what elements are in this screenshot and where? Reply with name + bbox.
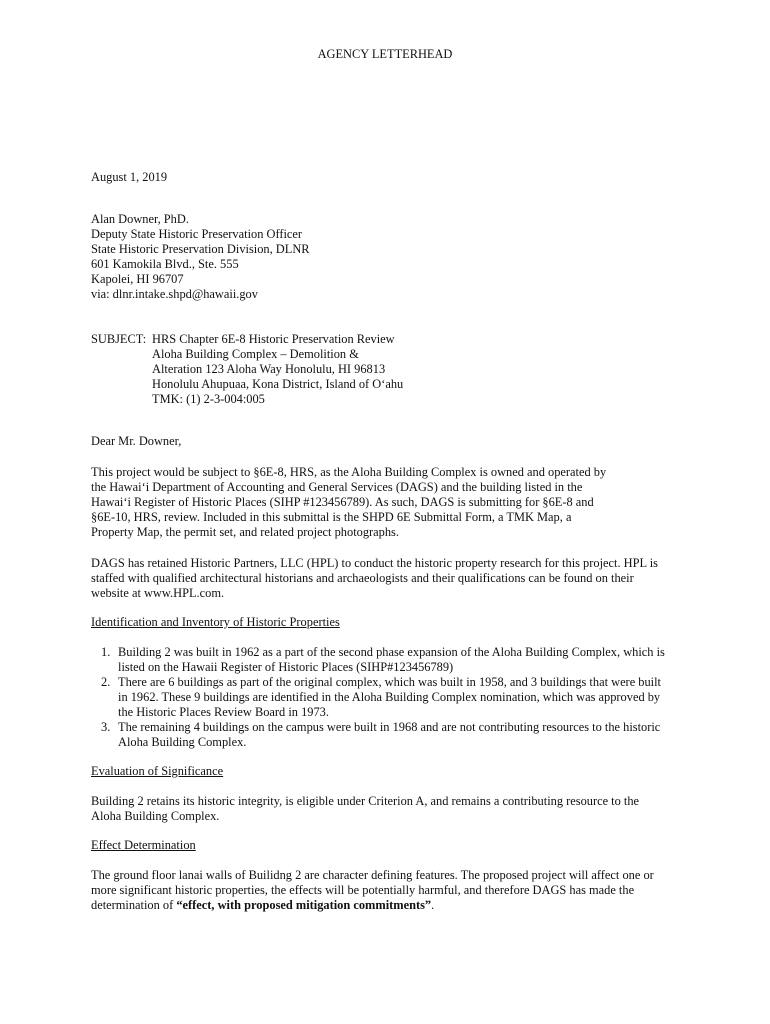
list-number: 1. bbox=[101, 645, 111, 659]
heading-evaluation: Evaluation of Significance bbox=[91, 764, 224, 778]
determination-bold: “effect, with proposed mitigation commitments” bbox=[176, 898, 432, 912]
list-line: the Historic Places Review Board in 1973. bbox=[118, 705, 329, 719]
paragraph-line: Property Map, the permit set, and related project photographs. bbox=[91, 525, 399, 539]
letter-date: August 1, 2019 bbox=[91, 170, 168, 184]
salutation: Dear Mr. Downer, bbox=[91, 434, 182, 448]
paragraph-line: This project would be subject to §6E-8, HRS, as the Aloha Building Complex is owned and operated by bbox=[91, 465, 607, 479]
list-item bbox=[91, 720, 691, 750]
subject-label: SUBJECT: bbox=[91, 332, 147, 346]
heading-identification: Identification and Inventory of Historic Properties bbox=[91, 615, 340, 629]
recipient-street: 601 Kamokila Blvd., Ste. 555 bbox=[91, 257, 239, 271]
paragraph-project-subject bbox=[91, 465, 691, 540]
paragraph-line: Aloha Building Complex. bbox=[91, 809, 220, 823]
paragraph-line: website at www.HPL.com. bbox=[91, 586, 225, 600]
paragraph-line-determination bbox=[91, 898, 691, 913]
recipient-city: Kapolei, HI 96707 bbox=[91, 272, 184, 286]
subject-block bbox=[91, 332, 691, 407]
paragraph-evaluation bbox=[91, 794, 691, 824]
heading-effect: Effect Determination bbox=[91, 838, 196, 852]
subject-line-2: Aloha Building Complex – Demolition & bbox=[152, 347, 359, 361]
subject-line-1: HRS Chapter 6E-8 Historic Preservation Review bbox=[152, 332, 395, 346]
paragraph-line: the Hawai‘i Department of Accounting and General Services (DAGS) and the building listed in the bbox=[91, 480, 583, 494]
list-line: There are 6 buildings as part of the original complex, which was built in 1958, and 3 buildings that were built bbox=[118, 675, 662, 689]
recipient-email: via: dlnr.intake.shpd@hawaii.gov bbox=[91, 287, 258, 301]
list-line: Aloha Building Complex. bbox=[118, 735, 247, 749]
list-line: listed on the Hawaii Register of Historic Places (SIHP#123456789) bbox=[118, 660, 454, 674]
recipient-name: Alan Downer, PhD. bbox=[91, 212, 189, 226]
subject-line-5: TMK: (1) 2-3-004:005 bbox=[152, 392, 265, 406]
paragraph-line: DAGS has retained Historic Partners, LLC (HPL) to conduct the historic property research for this project. HPL is bbox=[91, 556, 658, 570]
list-line: The remaining 4 buildings on the campus were built in 1968 and are not contributing resources to the historic bbox=[118, 720, 661, 734]
determination-suffix: . bbox=[431, 898, 435, 912]
recipient-address-block bbox=[91, 212, 691, 302]
recipient-title: Deputy State Historic Preservation Officer bbox=[91, 227, 303, 241]
paragraph-effect bbox=[91, 868, 691, 913]
subject-line-3: Alteration 123 Aloha Way Honolulu, HI 96813 bbox=[152, 362, 386, 376]
list-number: 2. bbox=[101, 675, 111, 689]
list-line: in 1962. These 9 buildings are identified in the Aloha Building Complex nomination, which was approved by bbox=[118, 690, 661, 704]
list-item bbox=[91, 675, 691, 720]
paragraph-hpl-retained bbox=[91, 556, 691, 601]
agency-letterhead: AGENCY LETTERHEAD bbox=[317, 47, 453, 61]
list-number: 3. bbox=[101, 720, 111, 734]
paragraph-line: The ground floor lanai walls of Builidng 2 are character defining features. The proposed project will affect one or bbox=[91, 868, 654, 882]
properties-list bbox=[91, 645, 691, 750]
determination-prefix: determination of bbox=[91, 898, 177, 912]
paragraph-line: §6E-10, HRS, review. Included in this submittal is the SHPD 6E Submittal Form, a TMK Map, a bbox=[91, 510, 572, 524]
recipient-division: State Historic Preservation Division, DLNR bbox=[91, 242, 310, 256]
paragraph-line: staffed with qualified architectural historians and archaeologists and their qualifications can be found on their bbox=[91, 571, 634, 585]
paragraph-line: Hawai‘i Register of Historic Places (SIHP #123456789). As such, DAGS is submitting for §6E-8 and bbox=[91, 495, 594, 509]
subject-line-4: Honolulu Ahupuaa, Kona District, Island of O‘ahu bbox=[152, 377, 404, 391]
paragraph-line: Building 2 retains its historic integrity, is eligible under Criterion A, and remains a contributing resource to the bbox=[91, 794, 640, 808]
paragraph-line: more significant historic properties, the effects will be potentially harmful, and therefore DAGS has made the bbox=[91, 883, 635, 897]
list-item bbox=[91, 645, 691, 675]
list-line: Building 2 was built in 1962 as a part of the second phase expansion of the Aloha Building Complex, which is bbox=[118, 645, 665, 659]
